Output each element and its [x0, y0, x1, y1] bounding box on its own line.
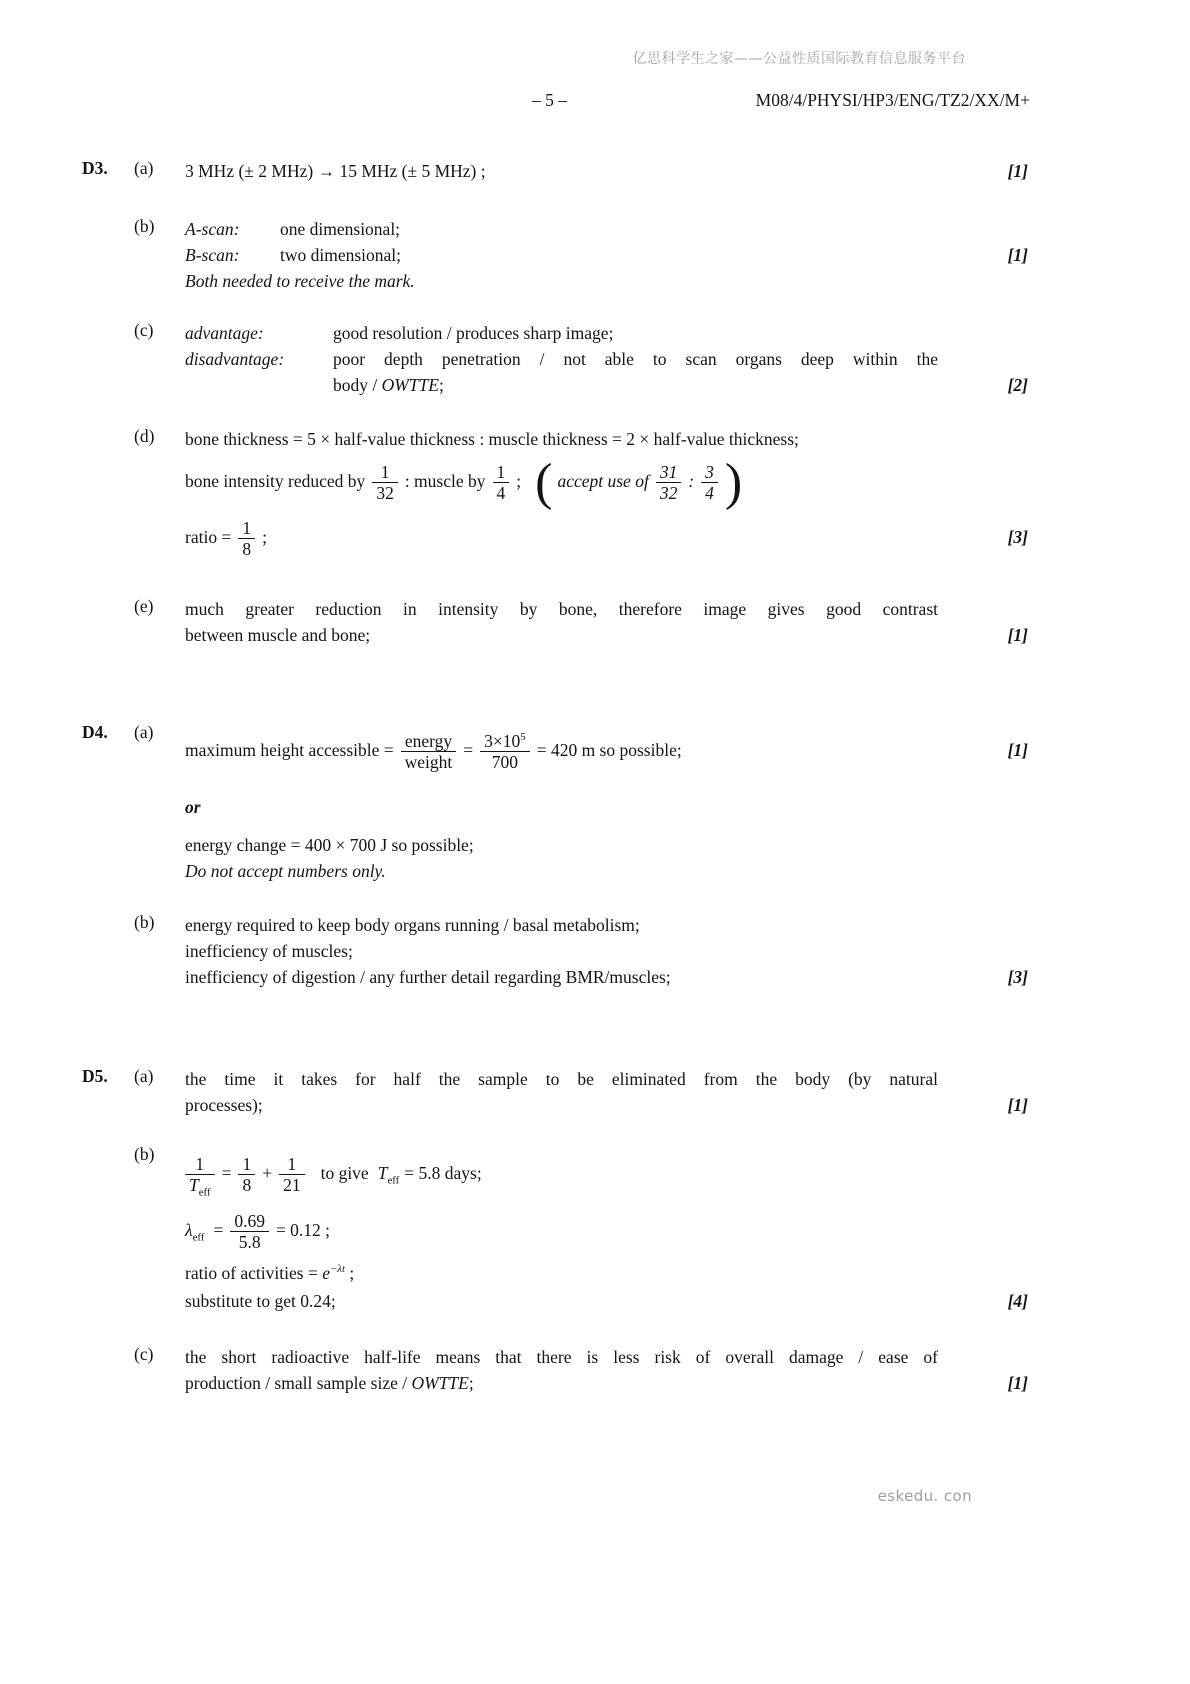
fraction-069-58: [230, 1211, 269, 1252]
ratio-line-end: ;: [345, 1262, 355, 1283]
question-number-spacer: [82, 216, 134, 294]
answer-d3c: [82, 320, 1028, 398]
answer-d5c: [82, 1344, 1028, 1396]
disadvantage-line2-end: ;: [439, 375, 444, 395]
e-symbol: e: [322, 1262, 330, 1283]
answer-body-d4b: [185, 912, 938, 990]
fraction-1-32: [372, 462, 398, 503]
marks-d3e: [1]: [1007, 624, 1028, 645]
answer-body-d3c: [185, 320, 938, 398]
half-life-definition-line1: the time it takes for half the sample to be eliminated from the body (by natural: [185, 1068, 938, 1089]
marks-d3a: [1]: [1007, 161, 1028, 181]
b-scan-text: two dimensional;: [280, 245, 402, 265]
fraction-1-8: [238, 518, 255, 559]
intensity-text-mid: : muscle by: [404, 471, 486, 491]
answer-body-d3a: [185, 158, 938, 184]
answer-d5a: [82, 1066, 1028, 1118]
question-number-d4: D4.: [82, 721, 108, 742]
answer-d3a: [82, 158, 1028, 184]
numerator: 1: [496, 462, 506, 483]
height-text-pre: maximum height accessible =: [185, 739, 394, 760]
numerator: [480, 731, 530, 751]
numerator: 0.69: [234, 1211, 265, 1232]
teff-equation-line: [185, 1144, 938, 1202]
question-number-spacer: [82, 1344, 134, 1396]
contrast-line2: between muscle and bone;: [185, 624, 371, 645]
denominator: 32: [656, 482, 682, 503]
answer-text-d3a: 3 MHz (± 2 MHz) → 15 MHz (± 5 MHz) ;: [185, 161, 486, 181]
answer-body-d4a: [185, 722, 938, 884]
plus-sign: +: [262, 1162, 273, 1183]
numerator: energy: [404, 731, 453, 752]
markscheme-content: [82, 158, 1028, 1396]
paper-code: M08/4/PHYSI/HP3/ENG/TZ2/XX/M+: [755, 90, 1030, 110]
a-scan-label: A-scan:: [185, 219, 240, 239]
part-letter-d5a: (a): [134, 1065, 154, 1086]
answer-body-d3b: [185, 216, 938, 294]
disadvantage-label: disadvantage:: [185, 349, 285, 369]
colon: :: [688, 471, 695, 491]
teff-symbol: [377, 1162, 400, 1187]
answer-body-d3d: [185, 426, 938, 562]
semicolon: ;: [516, 471, 522, 491]
intensity-text-pre: bone intensity reduced by: [185, 471, 366, 491]
equals-sign: =: [213, 1219, 224, 1240]
equals-sign: =: [221, 1162, 232, 1183]
answer-d3d: [82, 426, 1028, 562]
part-letter-d5c: (c): [134, 1343, 154, 1364]
answer-body-d5b: [185, 1144, 938, 1314]
part-letter-d5b: (b): [134, 1143, 155, 1164]
part-letter-d4b: (b): [134, 911, 155, 932]
marks-d4a: [1]: [1007, 739, 1028, 760]
denominator: 4: [701, 482, 718, 503]
question-number-d5: D5.: [82, 1065, 108, 1086]
digestion-line: inefficiency of digestion / any further detail regarding BMR/muscles;: [185, 966, 671, 987]
to-give-text: to give: [320, 1162, 369, 1183]
question-number-d3: D3.: [82, 158, 108, 178]
part-letter-d3c: (c): [134, 320, 154, 340]
denominator: weight: [401, 751, 457, 772]
bottom-watermark-text: eskedu. con: [877, 1487, 972, 1505]
fraction-3-4: [701, 462, 718, 503]
ratio-activities-text: ratio of activities =: [185, 1262, 323, 1283]
question-number-spacer: [82, 1144, 134, 1314]
examiner-note-d3b: Both needed to receive the mark.: [185, 271, 415, 291]
marks-d5c: [1]: [1007, 1372, 1028, 1393]
question-number-spacer: [82, 426, 134, 562]
answer-body-d5c: [185, 1344, 938, 1396]
top-watermark-text: 亿思科学生之家——公益性质国际教育信息服务平台: [632, 51, 966, 67]
numerator: 31: [659, 462, 678, 483]
fraction-31-32: [656, 462, 682, 503]
answer-d5b: [82, 1144, 1028, 1314]
or-label: or: [185, 796, 201, 817]
height-text-post: = 420 m so possible;: [536, 739, 682, 760]
numerator: 1: [195, 1154, 205, 1175]
denominator: [185, 1174, 215, 1199]
disadvantage-line1: poor depth penetration / not able to scan organs deep within the: [333, 349, 938, 369]
disadvantage-line2: [333, 372, 938, 398]
numerator: 1: [287, 1154, 297, 1175]
marks-d5a: [1]: [1007, 1094, 1028, 1115]
muscles-line: inefficiency of muscles;: [185, 940, 353, 961]
short-half-life-line2: [185, 1370, 938, 1396]
intensity-equation-line: [185, 452, 938, 512]
half-life-definition-line2: processes);: [185, 1094, 263, 1115]
numerator-base: 3×10: [484, 731, 521, 752]
part-letter-d3d: (d): [134, 426, 155, 446]
ratio-line: [185, 512, 938, 562]
denominator: 8: [238, 538, 255, 559]
equals-sign: =: [463, 739, 474, 760]
ratio-of-activities-line: [185, 1258, 938, 1288]
denominator: 32: [372, 482, 398, 503]
numerator: 1: [380, 462, 390, 483]
part-letter-d4a: (a): [134, 721, 154, 742]
numerator: 1: [242, 518, 252, 539]
fraction-1-4: [493, 462, 510, 503]
thickness-line: bone thickness = 5 × half-value thickness : muscle thickness = 2 × half-value thickness;: [185, 429, 799, 449]
answer-d3e: [82, 596, 1028, 648]
lambda-equation-line: [185, 1202, 938, 1258]
answer-d4b: [82, 912, 1028, 990]
question-number-spacer: [82, 912, 134, 990]
numerator: 3: [705, 462, 714, 483]
question-number-spacer: [82, 320, 134, 398]
b-scan-label: B-scan:: [185, 245, 240, 265]
advantage-row: [185, 320, 938, 346]
ratio-text: ratio =: [185, 526, 232, 547]
ratio-end: ;: [262, 526, 267, 547]
height-equation-line: [185, 722, 938, 778]
contrast-line1: much greater reduction in intensity by bone, therefore image gives good contrast: [185, 598, 938, 619]
answer-body-d3e: [185, 596, 938, 648]
numerator: 1: [242, 1154, 252, 1175]
examiner-note-d4a: Do not accept numbers only.: [185, 860, 386, 881]
lambda-result: = 0.12 ;: [275, 1219, 331, 1240]
b-scan-row: [185, 242, 938, 268]
eff-subscript: eff: [387, 1174, 400, 1187]
part-letter-d3b: (b): [134, 216, 155, 236]
fraction-1-8b: [238, 1154, 255, 1195]
disadvantage-text-block: [333, 346, 938, 398]
page-header: [0, 90, 1190, 116]
metabolism-line: energy required to keep body organs running / basal metabolism;: [185, 914, 640, 935]
marks-d5b: [4]: [1007, 1290, 1028, 1311]
denominator: 8: [238, 1174, 255, 1195]
marks-d4b: [3]: [1007, 966, 1028, 987]
marks-d3d: [3]: [1007, 526, 1028, 547]
marks-d3b: [1]: [1007, 245, 1028, 265]
advantage-label: advantage:: [185, 323, 264, 343]
teff-value: = 5.8 days;: [404, 1162, 482, 1183]
exponent: 5: [520, 731, 526, 744]
a-scan-text: one dimensional;: [280, 219, 401, 239]
disadvantage-line2-text: body /: [333, 375, 382, 395]
a-scan-row: [185, 216, 938, 242]
accept-use-text: accept use of: [557, 471, 649, 491]
open-paren: (: [535, 453, 553, 511]
short-half-life-line1: the short radioactive half-life means that there is less risk of overall damage / ease of: [185, 1346, 938, 1367]
eff-subscript: eff: [198, 1186, 211, 1199]
close-paren: ): [724, 453, 743, 511]
owtte-text: OWTTE: [381, 375, 439, 395]
denominator: 4: [493, 482, 510, 503]
substitute-line: substitute to get 0.24;: [185, 1290, 336, 1311]
lambda-glyph: λ: [185, 1219, 193, 1240]
disadvantage-row: [185, 346, 938, 398]
denominator: 700: [480, 751, 530, 772]
fraction-1-teff: [185, 1154, 215, 1199]
eff-subscript: eff: [192, 1231, 205, 1244]
answer-d4a: [82, 722, 1028, 884]
fraction-energy-weight: [401, 731, 457, 772]
marks-d3c: [2]: [1007, 375, 1028, 395]
answer-d3b: [82, 216, 1028, 294]
t-symbol: T: [189, 1175, 199, 1196]
fraction-1-21: [279, 1154, 305, 1195]
part-letter-d3e: (e): [134, 595, 154, 616]
t-symbol: T: [377, 1162, 388, 1183]
fraction-3e5-700: [480, 731, 530, 772]
short-half-life-line2-end: ;: [468, 1372, 474, 1393]
lambda-symbol: [185, 1219, 205, 1244]
energy-change-line: energy change = 400 × 700 J so possible;: [185, 834, 474, 855]
answer-body-d5a: [185, 1066, 938, 1118]
short-half-life-line2-text: production / small sample size /: [185, 1372, 412, 1393]
part-letter-d3a: (a): [134, 158, 154, 178]
advantage-text: good resolution / produces sharp image;: [333, 323, 614, 343]
question-number-spacer: [82, 596, 134, 648]
denominator: 5.8: [230, 1231, 269, 1252]
page-number: – 5 –: [532, 90, 567, 110]
exponent-lambda-t: −λt: [329, 1263, 346, 1276]
owtte-text: OWTTE: [411, 1372, 469, 1393]
denominator: 21: [279, 1174, 305, 1195]
